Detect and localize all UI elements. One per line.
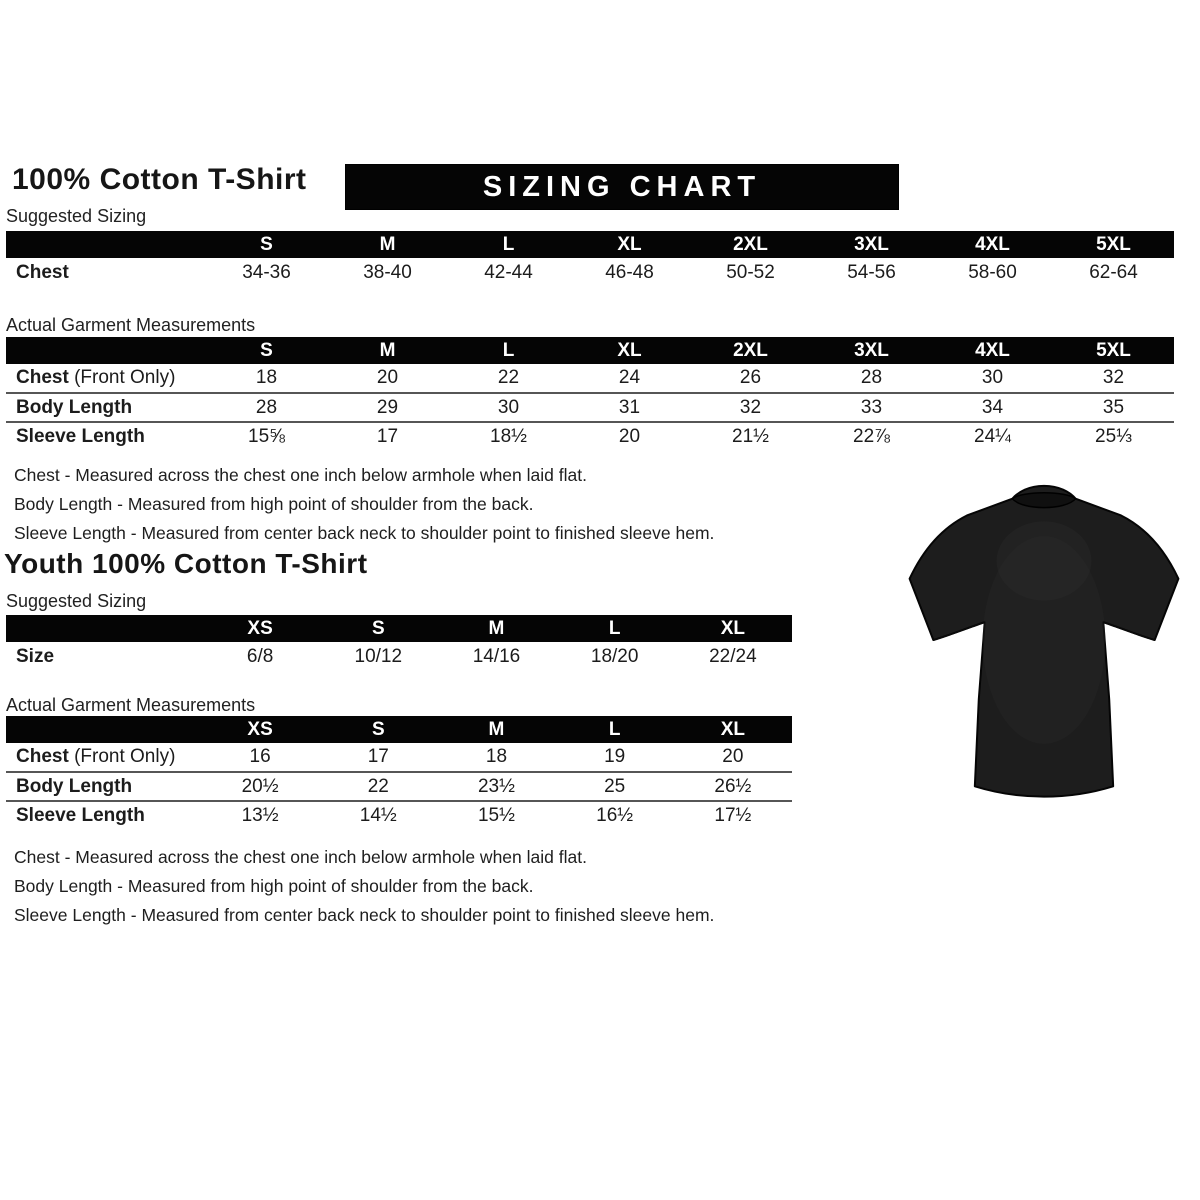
measurement-cell: 54-56: [847, 261, 896, 283]
youth-suggested-sizing-table: [6, 615, 792, 671]
youth-suggested-sizing-label: Suggested Sizing: [6, 591, 147, 611]
measurement-cell: 42-44: [484, 261, 533, 283]
measurement-cell: 46-48: [605, 261, 654, 283]
measurement-cell: 15⅝: [248, 426, 285, 447]
measurement-cell: 10/12: [354, 645, 403, 667]
adult-suggested-sizing-table: [6, 231, 1174, 287]
size-column-header: XL: [674, 716, 792, 743]
measurement-cell: 20½: [241, 775, 279, 797]
size-column-header: L: [556, 716, 674, 743]
note-line: Body Length - Measured from high point of shoulder from the back.: [14, 494, 534, 514]
size-column-header: 3XL: [811, 231, 932, 258]
measurement-cell: 18½: [490, 426, 527, 447]
measurement-cell: 16½: [596, 805, 634, 826]
size-column-header: M: [327, 337, 448, 364]
measurement-row: [6, 772, 792, 801]
measurement-cell: 18: [255, 367, 278, 388]
row-label: Chest: [16, 261, 69, 283]
measurement-cell: 22/24: [709, 645, 757, 667]
size-header-row: [6, 231, 1174, 258]
measurement-cell: 24¼: [974, 426, 1011, 447]
size-column-header: 3XL: [811, 337, 932, 364]
size-column-header: M: [437, 615, 555, 642]
adult-suggested-sizing-label: Suggested Sizing: [6, 206, 147, 226]
size-column-header: XS: [201, 615, 319, 642]
size-column-header: S: [319, 615, 437, 642]
youth-section-title: Youth 100% Cotton T-Shirt: [4, 548, 368, 579]
measurement-cell: 20: [722, 746, 744, 767]
adult-actual-measurements-label: Actual Garment Measurements: [6, 315, 256, 335]
youth-actual-measurements-table: [6, 716, 792, 830]
black-tshirt-graphic: [893, 472, 1195, 808]
note-line: Sleeve Length - Measured from center back neck to shoulder point to finished sleeve hem.: [14, 523, 715, 543]
size-column-header: M: [327, 231, 448, 258]
note-line: Sleeve Length - Measured from center back neck to shoulder point to finished sleeve hem.: [14, 905, 715, 925]
measurement-cell: 18: [485, 746, 508, 767]
measurement-cell: 25⅓: [1095, 426, 1132, 447]
measurement-cell: 25: [604, 775, 626, 797]
row-label-column-header: [6, 337, 206, 364]
size-column-header: XS: [201, 716, 319, 743]
size-column-header: S: [206, 337, 327, 364]
size-column-header: L: [448, 231, 569, 258]
measurement-cell: 22: [497, 367, 520, 388]
size-column-header: L: [448, 337, 569, 364]
measurement-row: [6, 743, 792, 772]
measurement-cell: 22: [367, 775, 389, 797]
measurement-cell: 22⅞: [853, 426, 890, 447]
measurement-cell: 58-60: [968, 261, 1017, 283]
size-column-header: S: [206, 231, 327, 258]
size-header-row: [6, 337, 1174, 364]
size-column-header: XL: [569, 231, 690, 258]
measurement-cell: 14½: [359, 805, 397, 826]
size-column-header: 5XL: [1053, 337, 1174, 364]
page-title: 100% Cotton T-Shirt: [12, 163, 307, 196]
adult-measurement-notes: [14, 461, 714, 548]
measurement-cell: 28: [255, 396, 278, 418]
youth-measurement-notes: [14, 843, 714, 930]
measurement-cell: 20: [618, 426, 641, 447]
measurement-cell: 26: [739, 367, 762, 388]
measurement-cell: 32: [739, 396, 762, 418]
measurement-row: [6, 422, 1174, 451]
row-label: Sleeve Length: [16, 805, 145, 826]
measurement-cell: 23½: [477, 775, 515, 797]
measurement-cell: 18/20: [590, 645, 639, 667]
size-column-header: L: [556, 615, 674, 642]
measurement-cell: 17: [367, 746, 389, 767]
youth-actual-measurements-label: Actual Garment Measurements: [6, 695, 256, 715]
row-label: Chest (Front Only): [16, 746, 176, 767]
size-column-header: 4XL: [932, 337, 1053, 364]
row-label: Body Length: [16, 775, 133, 797]
size-column-header: 5XL: [1053, 231, 1174, 258]
measurement-cell: 17½: [714, 805, 752, 826]
row-label: Body Length: [16, 396, 133, 418]
measurement-cell: 16: [249, 746, 271, 767]
measurement-row: [6, 642, 792, 671]
measurement-cell: 24: [618, 367, 641, 388]
adult-actual-measurements-table: [6, 337, 1174, 451]
measurement-cell: 21½: [732, 426, 769, 447]
size-column-header: XL: [569, 337, 690, 364]
measurement-cell: 34: [981, 396, 1004, 418]
measurement-cell: 17: [376, 426, 399, 447]
measurement-cell: 62-64: [1089, 261, 1138, 283]
measurement-row: [6, 801, 792, 830]
measurement-cell: 38-40: [363, 261, 412, 283]
row-label-column-header: [6, 231, 206, 258]
measurement-cell: 34-36: [242, 261, 291, 283]
size-column-header: M: [437, 716, 555, 743]
measurement-cell: 30: [497, 396, 520, 418]
measurement-cell: 13½: [241, 805, 279, 826]
sizing-chart-banner: [345, 164, 899, 210]
measurement-cell: 35: [1102, 396, 1125, 418]
measurement-cell: 6/8: [246, 645, 274, 667]
measurement-cell: 50-52: [726, 261, 775, 283]
row-label: Chest (Front Only): [16, 367, 176, 388]
row-label-column-header: [6, 615, 201, 642]
measurement-cell: 28: [860, 367, 883, 388]
row-label: Sleeve Length: [16, 426, 145, 447]
row-label: Size: [16, 645, 55, 667]
measurement-cell: 26½: [714, 775, 752, 797]
measurement-row: [6, 364, 1174, 393]
measurement-row: [6, 393, 1174, 422]
measurement-cell: 15½: [477, 805, 515, 826]
black-tshirt-image: [893, 472, 1195, 808]
banner-title: SIZING CHART: [482, 170, 762, 203]
row-label-column-header: [6, 716, 201, 743]
measurement-cell: 31: [618, 396, 641, 418]
size-column-header: S: [319, 716, 437, 743]
size-column-header: 2XL: [690, 337, 811, 364]
size-header-row: [6, 615, 792, 642]
note-line: Chest - Measured across the chest one inch below armhole when laid flat.: [14, 847, 587, 867]
size-column-header: 2XL: [690, 231, 811, 258]
size-column-header: XL: [674, 615, 792, 642]
measurement-cell: 14/16: [472, 645, 521, 667]
measurement-cell: 33: [860, 396, 883, 418]
measurement-cell: 20: [376, 367, 399, 388]
measurement-cell: 29: [376, 396, 399, 418]
measurement-cell: 19: [604, 746, 626, 767]
note-line: Chest - Measured across the chest one inch below armhole when laid flat.: [14, 465, 587, 485]
measurement-cell: 30: [981, 367, 1004, 388]
note-line: Body Length - Measured from high point of shoulder from the back.: [14, 876, 534, 896]
size-header-row: [6, 716, 792, 743]
measurement-cell: 32: [1102, 367, 1125, 388]
size-column-header: 4XL: [932, 231, 1053, 258]
measurement-row: [6, 258, 1174, 287]
